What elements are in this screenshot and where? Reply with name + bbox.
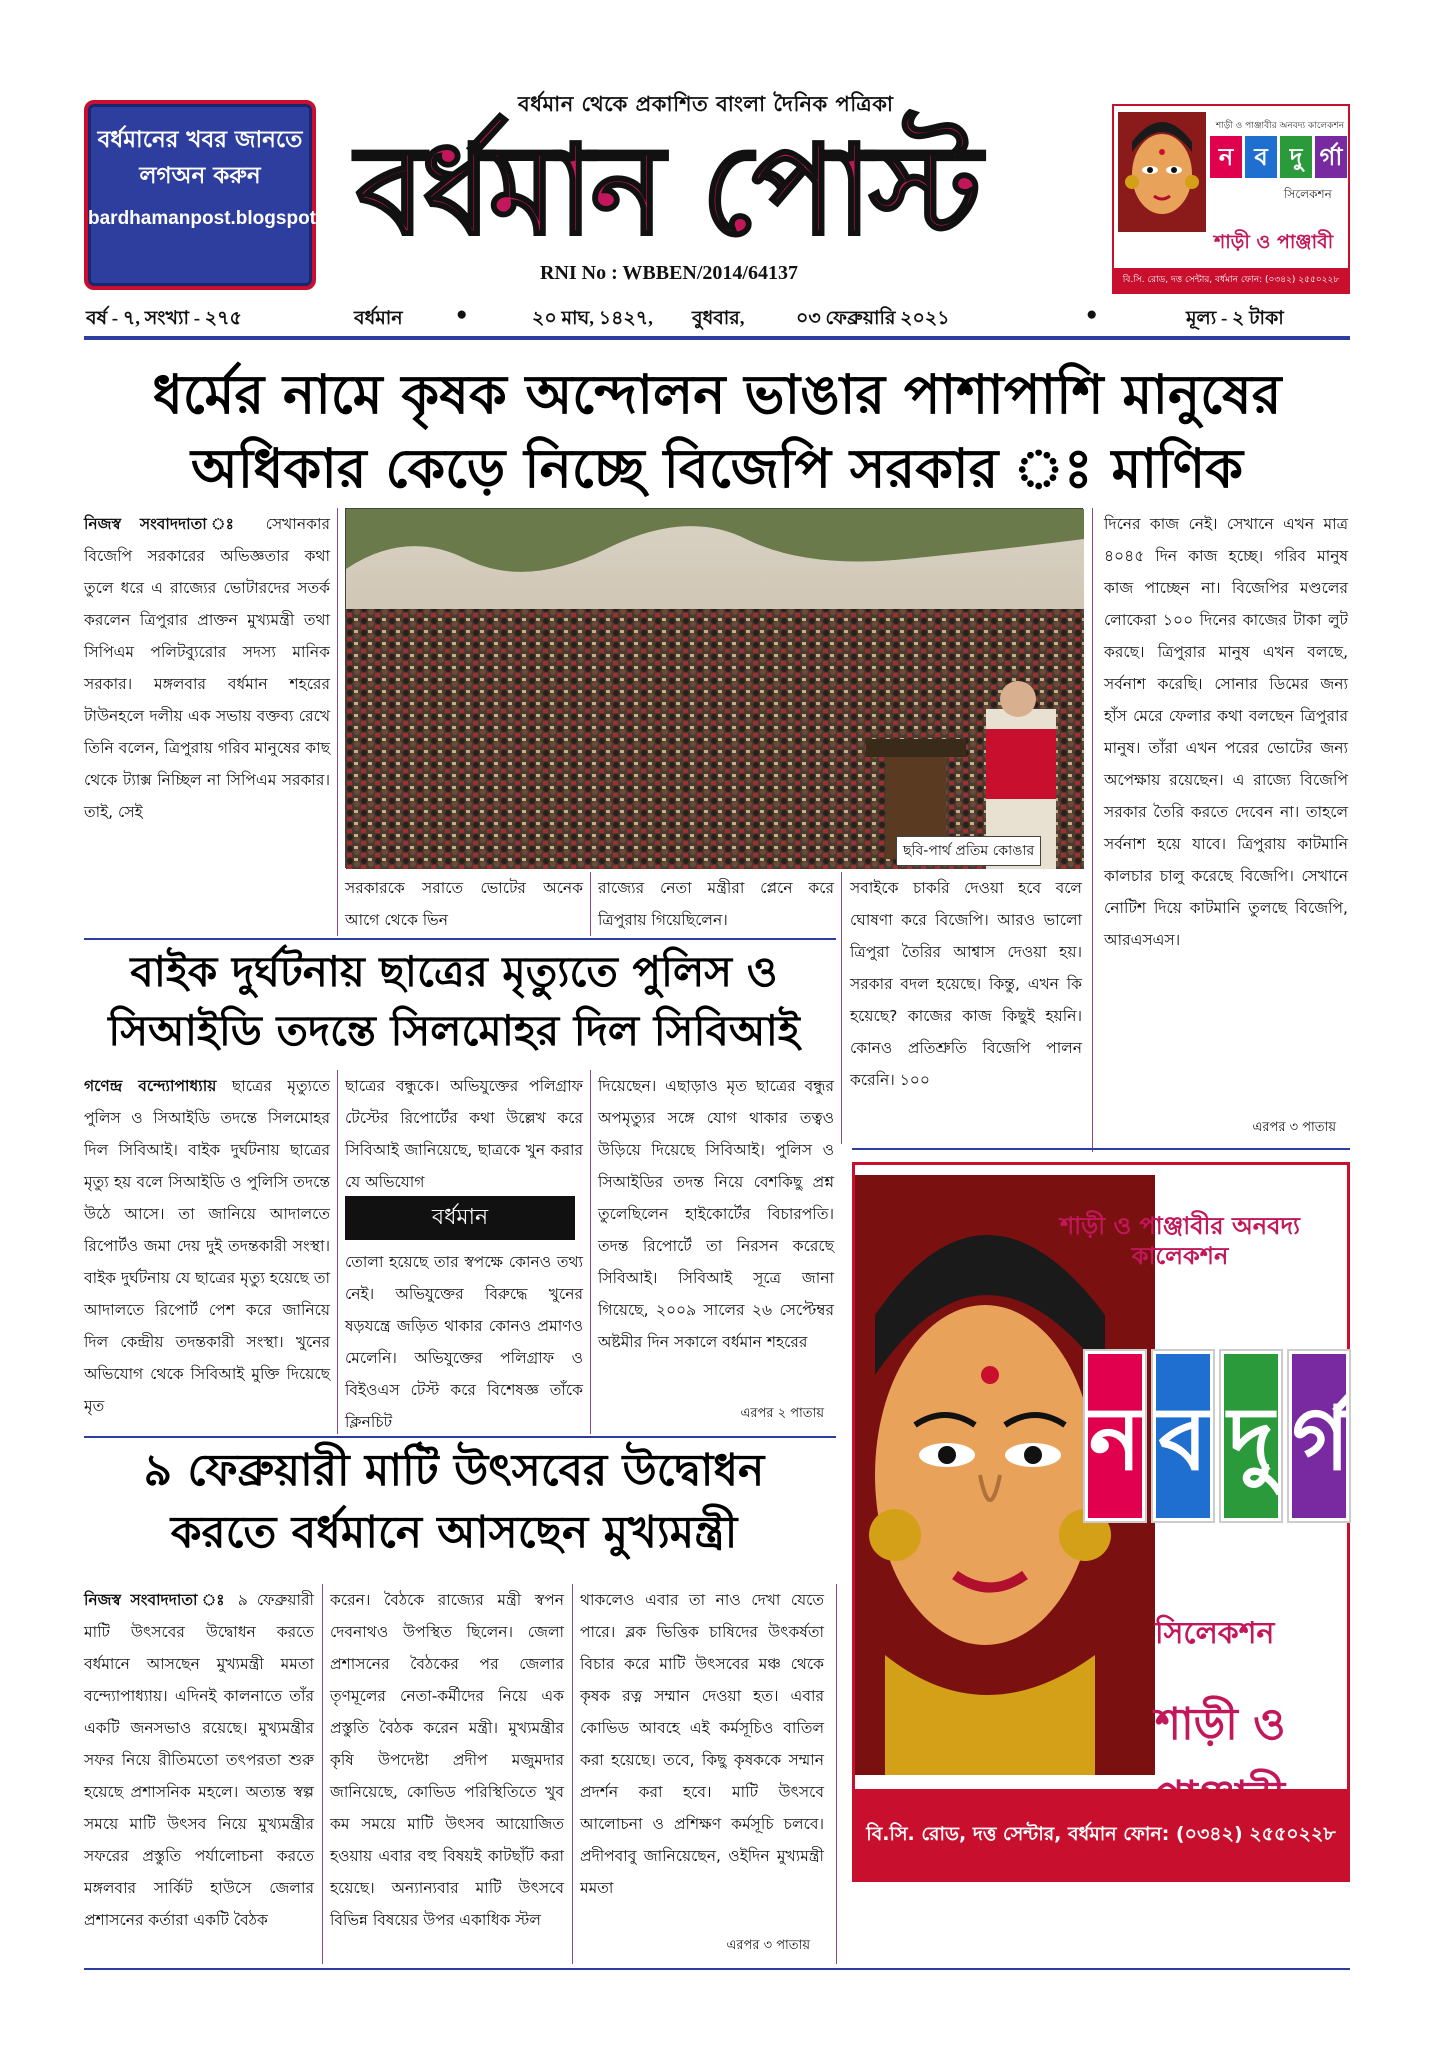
story3-column-1 bbox=[84, 1584, 314, 1964]
ad-big-nabadurga[interactable] bbox=[852, 1162, 1376, 1882]
ad-big-tile: ব bbox=[1153, 1351, 1213, 1521]
story1-col1-text: সেখানকার বিজেপি সরকারের অভিজ্ঞতার কথা তুলে ধরে এ রাজ্যের ভোটারদের সতর্ক করলেন ত্রিপুরার প্রাক্তন মুখ্যমন্ত্রী তথা সিপিএম পলিটব্যুরোর সদস্য মানিক সরকার। মঙ্গলবার বর্ধমান শহরের টাউনহলে দলীয় এক সভায় বক্তব্য রেখে তিনি বলেন, ত্রিপুরায় গরিব মানুষের কাছ থেকে ট্যাক্স নিচ্ছিল না সিপিএম সরকার। তাই, সেই bbox=[84, 515, 330, 821]
story-separator bbox=[852, 1148, 1350, 1150]
story2-column-2a: ছাত্রের বন্ধুকে। অভিযুক্তের পলিগ্রাফ টেস্টের রিপোর্টের কথা উল্লেখ করে সিবিআই জানিয়েছে, ছাত্রকে খুন করার যে অভিযোগ bbox=[345, 1077, 583, 1191]
ad-small-tile: ন bbox=[1210, 136, 1242, 178]
column-divider bbox=[322, 1584, 323, 1964]
newspaper-logo: বর্ধমান পোস্ট bbox=[356, 119, 979, 263]
promo-url[interactable]: bardhamanpost.blogspot.in bbox=[88, 208, 339, 229]
promo-line-2: লগঅন করুন bbox=[139, 163, 261, 189]
story1-column-2: সরকারকে সরাতে ভোটের অনেক আগে থেকে ভিন bbox=[345, 879, 583, 929]
story2-col1-text: ছাত্রের মৃত্যুতে পুলিস ও সিআইডি তদন্তে সিলমোহর দিল সিবিআই। বাইক দুর্ঘটনায় ছাত্রের মৃত্যু হয় বলে সিআইডি ও পুলিসি তদন্তে উঠে আসে। তা জানিয়ে আদালতে রিপোর্টও জমা দেয় দুই তদন্তকারী সংস্থা। বাইক দুর্ঘটনায় যে ছাত্রের মৃত্যু হয়েছে তা আদালতে রিপোর্ট পেশ করে জানিয়ে দিল কেন্দ্রীয় তদন্তকারী সংস্থা। খুনের অভিযোগ থেকে সিবিআই মুক্তি দিয়েছে মৃত bbox=[84, 1077, 330, 1415]
story3-column-3: থাকলেও এবার তা নাও দেখা যেতে পারে। ব্লক ভিত্তিক চাষিদের উৎকর্ষতা বিচার করে মাটি উৎসবের মঞ্চ থেকে কৃষক রত্ন সম্মান দেওয়া হত। এবার কোভিড আবহে এই কর্মসূচিও বাতিল করা হয়েছে। তবে, কিছু কৃষককে সম্মান প্রদর্শন করা হবে। মাটি উৎসবে আলোচনা ও প্রশিক্ষণ কর্মসূচি চলবে। প্রদীপবাবু জানিয়েছেন, ওইদিন মুখ্যমন্ত্রী মমতা bbox=[580, 1591, 824, 1897]
ad-big-letter-tiles bbox=[1085, 1351, 1376, 1521]
story3-column-2: করেন। বৈঠকে রাজ্যের মন্ত্রী স্বপন দেবনাথও উপস্থিত ছিলেন। জেলা প্রশাসনের বৈঠকের পর জেলার তৃণমূলের নেতা-কর্মীদের নিয়ে এক প্রস্তুতি বৈঠক করেন মন্ত্রী। মুখ্যমন্ত্রীর কৃষি উপদেষ্টা প্রদীপ মজুমদার জানিয়েছে, কোভিড পরিস্থিতিতে খুব কম সময়ে মাটি উৎসব আয়োজিত হওয়ায় এবার বহু বিষয়ই কাটছাঁট করা হয়েছে। অন্যান্যবার মাটি উৎসবে বিভিন্ন বিষয়ের উপর একাধিক স্টল bbox=[330, 1591, 564, 1929]
ad-small-tile: র্গা bbox=[1315, 136, 1347, 178]
english-date: ০৩ ফেব্রুয়ারি ২০২১ bbox=[796, 308, 950, 329]
story1-column-5: দিনের কাজ নেই। সেখানে এখন মাত্র ৪০৪৫ দিন কাজ হচ্ছে। গরিব মানুষ কাজ পাচ্ছেন না। বিজেপির মণ্ডলের লোকেরা ১০০ দিনের কাজের টাকা লুট করছে। ত্রিপুরার মানুষ এখন বলছে, সর্বনাশ করেছি। সোনার ডিমের জন্য হাঁস মেরে ফেলার কথা বলছেন ত্রিপুরার মানুষ। তাঁরা এখন পরের ভোটের জন্য অপেক্ষায় রয়েছেন। এ রাজ্যে বিজেপি সরকার তৈরি করতে দেবেন না। তাহলে সর্বনাশ হয়ে যাবে। ত্রিপুরায় কাটমানি কালচার চালু করেছে বিজেপি। সেখানে নোটিশ দিয়ে কাটমানি তুলছে বিজেপি, আরএসএস। bbox=[1104, 515, 1348, 949]
ad-big-tile: দু bbox=[1221, 1351, 1281, 1521]
story1-headline-line1: ধর্মের নামে কৃষক অন্দোলন ভাঙার পাশাপাশি মানুষের bbox=[152, 363, 1282, 426]
ad-big-footer: বি.সি. রোড, দত্ত সেন্টার, বর্ধমান ফোন: (০৩৪২) ২৫৫০২২৮ bbox=[855, 1789, 1347, 1879]
story3-byline: নিজস্ব সংবাদদাতা ঃ bbox=[84, 1591, 229, 1609]
story2-headline-line1: বাইক দুর্ঘটনায় ছাত্রের মৃত্যুতে পুলিস ও bbox=[130, 947, 778, 996]
story3-headline-line2: করতে বর্ধমানে আসছেন মুখ্যমন্ত্রী bbox=[170, 1507, 738, 1558]
info-bullet: ● bbox=[1086, 304, 1098, 325]
column-divider bbox=[836, 1584, 837, 1964]
column-divider bbox=[337, 1070, 338, 1434]
rally-photo bbox=[345, 508, 1083, 868]
column-divider bbox=[590, 1070, 591, 1434]
ad-big-tile: র্গা bbox=[1289, 1351, 1349, 1521]
story3-headline-line1: ৯ ফেব্রুয়ারী মাটি উৎসবের উদ্বোধন bbox=[143, 1445, 765, 1496]
story2-byline: গণেন্দ্র বন্দ্যোপাধ্যায় bbox=[84, 1077, 217, 1095]
promo-line-1: বর্ধমানের খবর জানতে bbox=[97, 127, 303, 153]
rni-number: RNI No : WBBEN/2014/64137 bbox=[540, 262, 798, 284]
column-divider bbox=[572, 1584, 573, 1964]
ad-small-tile: ব bbox=[1245, 136, 1277, 178]
ad-big-selection: সিলেকশন bbox=[1155, 1616, 1275, 1651]
ad-small-top-text: শাড়ী ও পাঞ্জাবীর অনবদ্য কালেকশন bbox=[1215, 121, 1345, 131]
price: মূল্য - ২ টাকা bbox=[1186, 308, 1284, 329]
story2-column-2b: তোলা হয়েছে তার স্বপক্ষে কোনও তথ্য নেই। অভিযুক্তের বিরুদ্ধে খুনের ষড়যন্ত্রে জড়িত থাকার কোনও প্রমাণও মেলেনি। অভিযুক্তের পলিগ্রাফ ও বিইওএস টেস্ট করে বিশেষজ্ঞ তাঁকে ক্লিনচিট bbox=[345, 1253, 583, 1431]
story1-headline-line2: অধিকার কেড়ে নিচ্ছে বিজেপি সরকার ঃ মাণিক bbox=[190, 437, 1244, 500]
story1-continued: এরপর ৩ পাতায় bbox=[1252, 1120, 1336, 1135]
ad-big-tile: ন bbox=[1085, 1351, 1145, 1521]
story2-continued: এরপর ২ পাতায় bbox=[740, 1406, 824, 1421]
ad-small-selection: সিলেকশন bbox=[1284, 187, 1332, 201]
story3-col1-text: ৯ ফেব্রুয়ারী মাটি উৎসবের উদ্বোধন করতে বর্ধমানে আসছেন মুখ্যমন্ত্রী মমতা বন্দ্যোপাধ্যায়। এদিনই কালনাতে তাঁর একটি জনসভাও রয়েছে। মুখ্যমন্ত্রীর সফর নিয়ে রীতিমতো তৎপরতা শুরু হয়েছে প্রশাসনিক মহলে। অত্যন্ত স্বল্প সময়ে মাটি উৎসব নিয়ে মুখ্যমন্ত্রীর সফরের প্রস্তুতি পর্যালোচনা করতে মঙ্গলবার সার্কিট হাউসে জেলার প্রশাসনের কর্তারা একটি বৈঠক bbox=[84, 1591, 314, 1929]
column-divider bbox=[1092, 508, 1093, 1152]
issue-info-bar bbox=[86, 300, 1348, 332]
section-label-bardhaman: বর্ধমান bbox=[345, 1196, 575, 1240]
ad-small-tile: দু bbox=[1280, 136, 1312, 178]
masthead-tagline: বর্ধমান থেকে প্রকাশিত বাংলা দৈনিক পত্রিকা bbox=[518, 92, 894, 116]
story2-headline-line2: সিআইডি তদন্তে সিলমোহর দিল সিবিআই bbox=[108, 1006, 800, 1055]
info-bullet: ● bbox=[456, 304, 468, 325]
ad-big-product: শাড়ী ও bbox=[1155, 1699, 1286, 1750]
story1-byline: নিজস্ব সংবাদদাতা ঃ bbox=[84, 515, 248, 533]
column-divider bbox=[337, 508, 338, 936]
column-divider bbox=[590, 872, 591, 936]
story2-column-3: দিয়েছেন। এছাড়াও মৃত ছাত্রের বন্ধুর অপমৃত্যুর সঙ্গে যোগ থাকার তত্বও উড়িয়ে দিয়েছে সিবিআই। পুলিস ও সিআইডির তদন্ত নিয়ে বেশকিছু প্রশ্ন তুলেছিলেন হাইকোর্টের বিচারপতি। তদন্ত রিপোর্টে তা নিরসন করেছে সিবিআই। সিবিআই সূত্রে জানা গিয়েছে, ২০০৯ সালের ২৬ সেপ্টেম্বর অষ্টমীর দিন সকালে বর্ধমান শহরের bbox=[598, 1077, 834, 1351]
story1-column-4: সবাইকে চাকরি দেওয়া হবে বলে ঘোষণা করে বিজেপি। আরও ভালো ত্রিপুরা তৈরির আশ্বাস দেওয়া হয়। সরকার বদল হয়েছে। কিন্তু, এখন কি হয়েছে? কাজের কাজ কিছুই হয়নি। কোনও প্রতিশ্রুতি বিজেপি পালন করেনি। ১০০ bbox=[850, 879, 1082, 1089]
goddess-face-icon bbox=[1118, 112, 1206, 232]
story3-continued: এরপর ৩ পাতায় bbox=[726, 1938, 810, 1953]
story1-column-3: রাজ্যের নেতা মন্ত্রীরা প্লেনে করে ত্রিপুরায় গিয়েছিলেন। bbox=[598, 879, 834, 929]
weekday: বুধবার, bbox=[692, 308, 745, 329]
blog-promo-box[interactable] bbox=[84, 100, 339, 290]
page-bottom-rule bbox=[84, 1968, 1350, 1970]
ad-small-letter-tiles bbox=[1210, 136, 1347, 178]
column-divider bbox=[841, 872, 842, 1144]
ad-small-product: শাড়ী ও পাঞ্জাবী bbox=[1214, 231, 1334, 253]
masthead-rule bbox=[84, 336, 1350, 340]
ad-small-nabadurga[interactable] bbox=[1112, 104, 1350, 294]
crowd-photo-image bbox=[346, 509, 1084, 869]
ad-small-footer: বি.সি. রোড, দত্ত সেন্টার, বর্ধমান ফোন: (০৩৪২) ২৫৫০২২৮ bbox=[1114, 268, 1348, 292]
ad-big-head-text: শাড়ী ও পাঞ্জাবীর অনবদ্য কালেকশন bbox=[1059, 1212, 1301, 1270]
story-separator bbox=[84, 1436, 836, 1438]
story-separator bbox=[84, 938, 836, 940]
issue-number: বর্ষ - ৭, সংখ্যা - ২৭৫ bbox=[86, 308, 242, 329]
bengali-date: ২০ মাঘ, ১৪২৭, bbox=[532, 308, 653, 329]
photo-caption: ছবি-পার্থ প্রতিম কোঙার bbox=[896, 836, 1041, 866]
story2-column-1 bbox=[84, 1070, 330, 1432]
story1-column-1 bbox=[84, 508, 330, 932]
issue-place: বর্ধমান bbox=[354, 308, 403, 329]
